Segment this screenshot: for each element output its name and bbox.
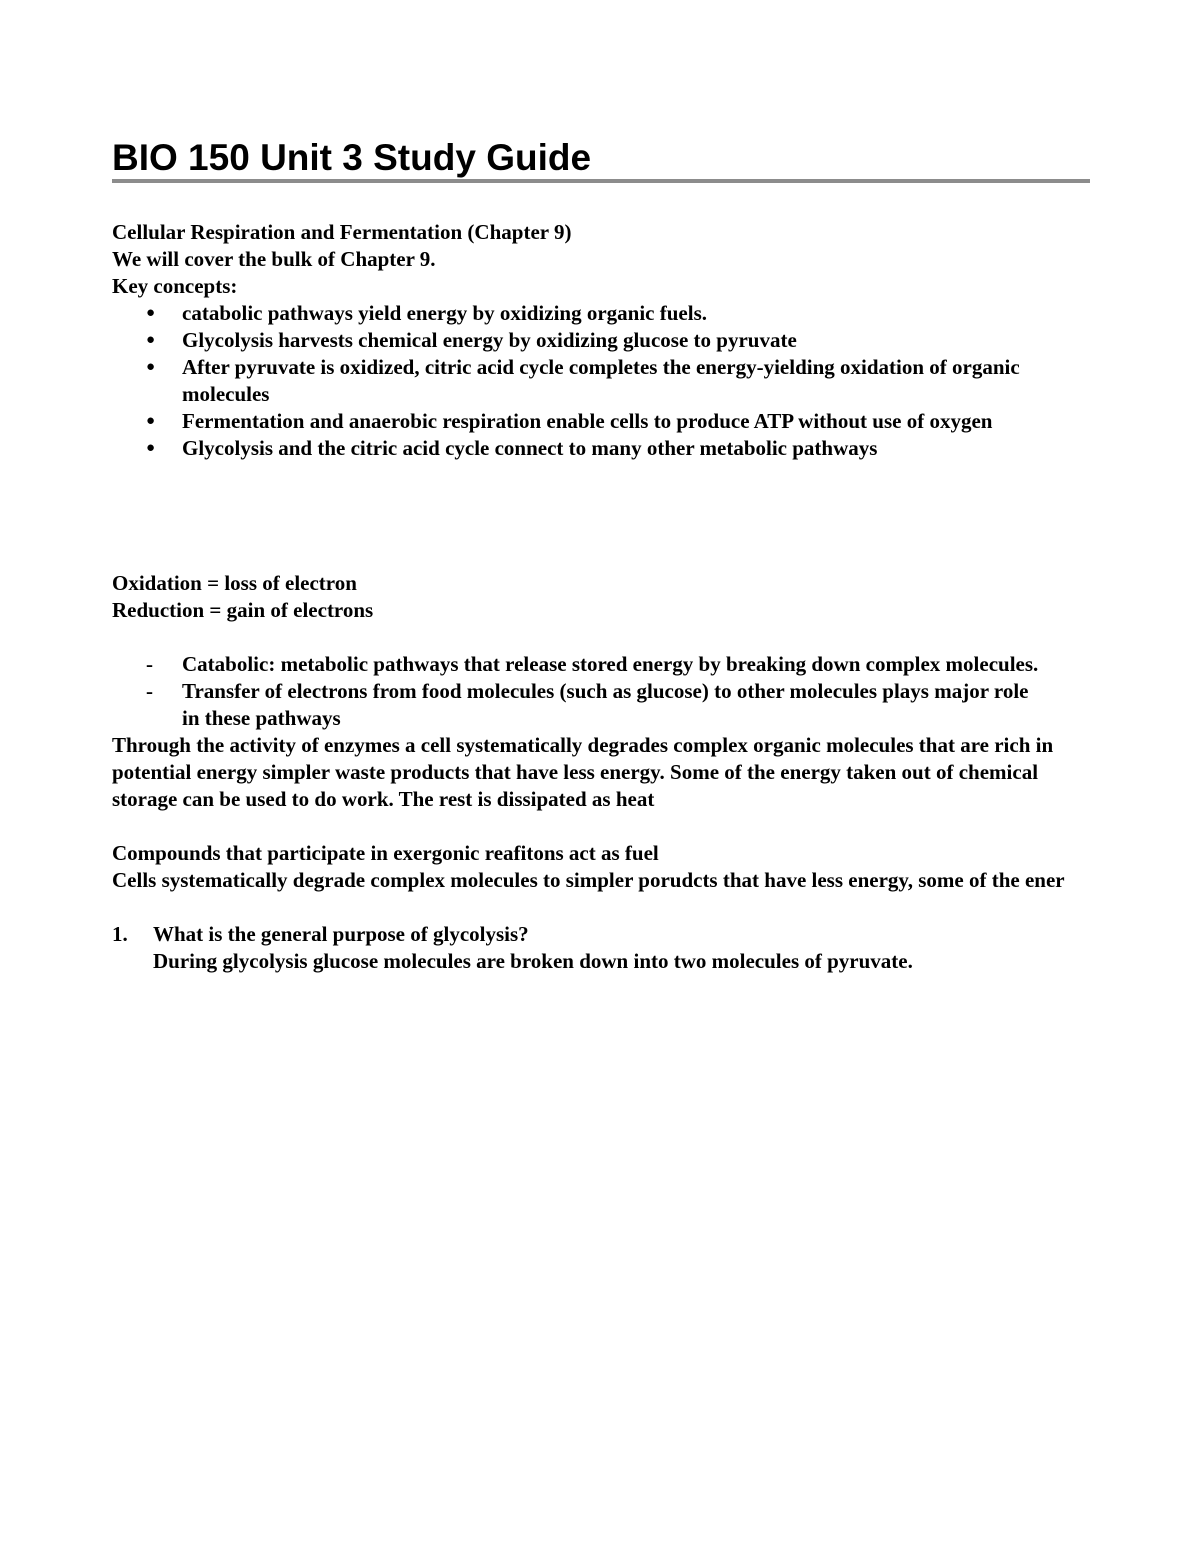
compounds-line: Compounds that participate in exergonic reafitons act as fuel [112,841,659,865]
key-concepts-label: Key concepts: [112,274,238,298]
document-body [112,219,1082,975]
catabolic-note-item: - Transfer of electrons from food molecules (such as glucose) to other molecules plays major role in these pathways [112,678,1082,732]
vertical-spacer [112,624,1082,651]
coverage-note: We will cover the bulk of Chapter 9. [112,247,436,271]
answer-text: During glycolysis glucose molecules are broken down into two molecules of pyruvate. [153,949,913,973]
key-concept-item: ● Glycolysis harvests chemical energy by oxidizing glucose to pyruvate [112,327,1082,354]
question-number: 1. [112,922,128,946]
catabolic-note-item: - Catabolic: metabolic pathways that release stored energy by breaking down complex molecules. [112,651,1082,678]
vertical-spacer [112,813,1082,840]
cells-degrade-line: Cells systematically degrade complex molecules to simpler porudcts that have less energy, some of the ener [112,868,1065,892]
reduction-definition: Reduction = gain of electrons [112,598,374,622]
page-title: BIO 150 Unit 3 Study Guide [112,137,592,178]
title-underline [112,179,1090,183]
oxidation-definition: Oxidation = loss of electron [112,571,357,595]
question-item [112,921,1082,975]
enzymes-paragraph: Through the activity of enzymes a cell systematically degrades complex organic molecules that are rich in potential energy simpler waste products that have less energy. Some of the energy taken out of chemical storage can be used to do work. The rest is dissipated as heat [112,733,1054,811]
section-heading: Cellular Respiration and Fermentation (Chapter 9) [112,220,572,244]
vertical-spacer [112,462,1082,570]
questions-list [112,921,1082,975]
key-concept-item: ● Glycolysis and the citric acid cycle connect to many other metabolic pathways [112,435,1082,462]
key-concept-item: ● catabolic pathways yield energy by oxidizing organic fuels. [112,300,1082,327]
key-concept-item: ● After pyruvate is oxidized, citric acid cycle completes the energy-yielding oxidation of organic molecules [112,354,1082,408]
catabolic-notes-list [112,651,1082,732]
key-concept-item: ● Fermentation and anaerobic respiration enable cells to produce ATP without use of oxygen [112,408,1082,435]
vertical-spacer [112,894,1082,921]
question-text: What is the general purpose of glycolysis? [153,922,529,946]
key-concepts-list [112,300,1082,462]
